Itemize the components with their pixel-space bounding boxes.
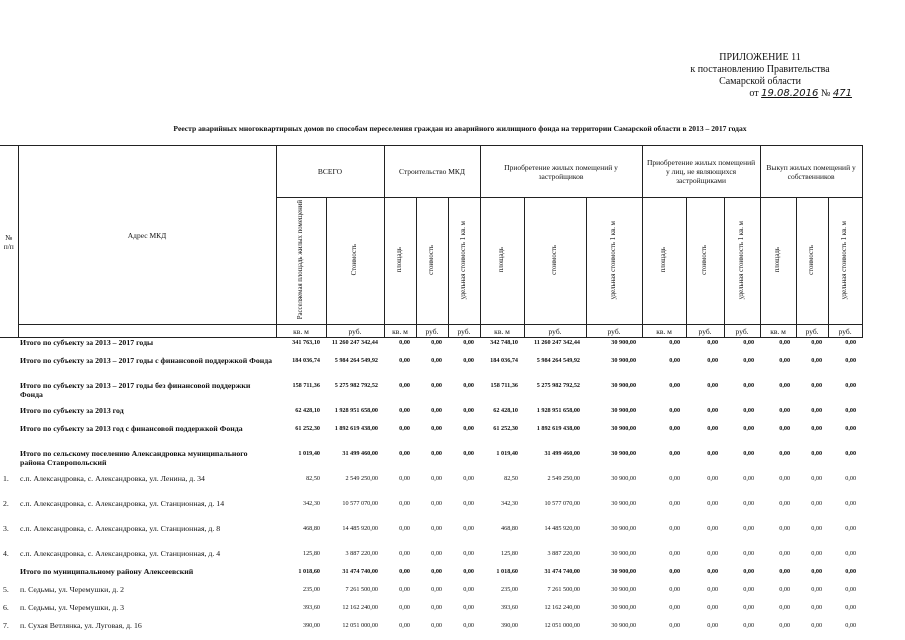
- row-value: 0,00: [845, 525, 857, 532]
- row-value: 0,00: [669, 568, 681, 575]
- row-value: 0,00: [669, 382, 681, 389]
- table-row: [0, 621, 862, 639]
- row-value: 0,00: [811, 450, 823, 457]
- row-value: 0,00: [811, 550, 823, 557]
- row-value: 30 900,00: [611, 407, 637, 414]
- row-address: Итого по субъекту за 2013 год с финансовой поддержкой Фонда: [20, 424, 243, 433]
- row-value: 0,00: [463, 622, 475, 629]
- row-value: 30 900,00: [611, 339, 637, 346]
- row-value: 0,00: [743, 622, 755, 629]
- row-value: 0,00: [431, 339, 442, 346]
- row-value: 0,00: [399, 604, 410, 611]
- row-value: 125,80: [302, 550, 320, 557]
- row-value: 0,00: [845, 568, 857, 575]
- table-row: [0, 585, 862, 603]
- row-value: 5 984 264 549,92: [334, 357, 378, 364]
- row-value: 0,00: [707, 525, 719, 532]
- row-value: 390,00: [302, 622, 320, 629]
- row-index: 1.: [3, 474, 9, 483]
- row-value: 0,00: [399, 586, 410, 593]
- unit-cell: руб.: [586, 325, 642, 338]
- row-value: 62 428,10: [493, 407, 519, 414]
- header-address-spacer: [18, 325, 276, 338]
- row-value: 0,00: [743, 475, 755, 482]
- header-group-total: ВСЕГО: [276, 146, 384, 198]
- row-value: 30 900,00: [611, 586, 637, 593]
- row-value: 30 900,00: [611, 450, 637, 457]
- row-address: Итого по субъекту за 2013 – 2017 годы с финансовой поддержкой Фонда: [20, 356, 273, 365]
- unit-cell: руб.: [828, 325, 862, 338]
- row-value: 30 900,00: [611, 500, 637, 507]
- row-value: 12 162 240,00: [544, 604, 581, 611]
- row-value: 0,00: [669, 550, 681, 557]
- row-value: 0,00: [669, 450, 681, 457]
- row-value: 11 260 247 342,44: [533, 339, 581, 346]
- row-value: 0,00: [463, 450, 475, 457]
- header-num: № п/п: [0, 146, 18, 338]
- row-value: 5 275 982 792,52: [334, 382, 378, 389]
- table-body: [0, 338, 862, 640]
- row-value: 0,00: [399, 525, 410, 532]
- header-buyout-unit: удельная стоимость 1 кв. м: [828, 198, 862, 325]
- row-value: 10 577 070,00: [544, 500, 581, 507]
- header-total-cost: Стоимость: [326, 198, 384, 325]
- row-index: [0, 381, 18, 406]
- row-value: 1 018,60: [496, 568, 519, 575]
- row-value: 0,00: [779, 450, 791, 457]
- row-value: 393,60: [501, 604, 519, 611]
- row-value: 342,30: [302, 500, 320, 507]
- row-value: 0,00: [707, 475, 719, 482]
- unit-cell: кв. м: [760, 325, 796, 338]
- header-constr-unit: удельная стоимость 1 кв. м: [448, 198, 480, 325]
- row-index: 5.: [3, 585, 9, 594]
- row-value: 0,00: [743, 357, 755, 364]
- row-value: 0,00: [811, 500, 823, 507]
- header-dev-unit: удельная стоимость 1 кв. м: [586, 198, 642, 325]
- row-value: 235,00: [302, 586, 320, 593]
- header-constr-cost: стоимость: [416, 198, 448, 325]
- row-value: 0,00: [669, 525, 681, 532]
- row-address: п. Седьмы, ул. Черемушки, д. 3: [20, 603, 125, 612]
- row-value: 0,00: [845, 382, 857, 389]
- row-value: 0,00: [707, 604, 719, 611]
- row-value: 0,00: [399, 450, 410, 457]
- row-index: [0, 449, 18, 474]
- row-value: 30 900,00: [611, 604, 637, 611]
- row-value: 0,00: [399, 500, 410, 507]
- row-value: 0,00: [743, 407, 755, 414]
- row-value: 12 051 000,00: [342, 622, 378, 629]
- header-nondev-unit: удельная стоимость 1 кв. м: [724, 198, 760, 325]
- header-dev-cost: стоимость: [524, 198, 586, 325]
- table-row: [0, 406, 862, 424]
- header-address: Адрес МКД: [18, 146, 276, 325]
- table-row: [0, 474, 862, 499]
- row-value: 61 252,30: [295, 425, 320, 432]
- row-value: 1 892 619 438,00: [334, 425, 378, 432]
- row-index: 6.: [3, 603, 9, 612]
- row-value: 62 428,10: [295, 407, 320, 414]
- row-value: 0,00: [707, 500, 719, 507]
- row-value: 0,00: [669, 357, 681, 364]
- row-value: 14 485 920,00: [342, 525, 378, 532]
- header-total-area: Расселяемая площадь жилых помещений: [276, 198, 326, 325]
- row-value: 0,00: [399, 550, 410, 557]
- unit-cell: кв. м: [642, 325, 686, 338]
- row-address: Итого по субъекту за 2013 – 2017 годы: [20, 338, 154, 347]
- row-value: 10 577 070,00: [342, 500, 378, 507]
- row-value: 30 900,00: [611, 382, 637, 389]
- row-value: 0,00: [463, 550, 475, 557]
- row-value: 30 900,00: [611, 357, 637, 364]
- row-value: 0,00: [431, 604, 442, 611]
- row-value: 0,00: [431, 475, 442, 482]
- row-value: 0,00: [431, 425, 442, 432]
- header-constr-area: площадь: [384, 198, 416, 325]
- header-group-developers: Приобретение жилых помещений у застройщиков: [480, 146, 642, 198]
- row-value: 0,00: [669, 475, 681, 482]
- row-value: 1 019,40: [298, 450, 320, 457]
- row-value: 0,00: [463, 586, 475, 593]
- row-value: 0,00: [431, 550, 442, 557]
- row-value: 0,00: [811, 339, 823, 346]
- row-value: 0,00: [743, 525, 755, 532]
- row-index: [0, 406, 18, 424]
- row-value: 0,00: [779, 568, 791, 575]
- row-index: 7.: [3, 621, 9, 630]
- row-value: 0,00: [779, 425, 791, 432]
- row-value: 0,00: [669, 622, 681, 629]
- header-buyout-area: площадь: [760, 198, 796, 325]
- row-value: 0,00: [707, 550, 719, 557]
- unit-cell: руб.: [796, 325, 828, 338]
- row-value: 0,00: [779, 586, 791, 593]
- table-row: [0, 424, 862, 449]
- row-value: 235,00: [501, 586, 519, 593]
- row-value: 0,00: [811, 586, 823, 593]
- row-value: 0,00: [431, 357, 442, 364]
- header-nondev-cost: стоимость: [686, 198, 724, 325]
- row-value: 0,00: [743, 568, 755, 575]
- row-value: 0,00: [845, 500, 857, 507]
- unit-cell: руб.: [686, 325, 724, 338]
- row-value: 342 748,10: [490, 339, 519, 346]
- row-value: 0,00: [463, 475, 475, 482]
- table-row: [0, 524, 862, 549]
- row-value: 0,00: [743, 500, 755, 507]
- row-index: [0, 338, 18, 357]
- row-value: 0,00: [845, 339, 857, 346]
- header-buyout-cost: стоимость: [796, 198, 828, 325]
- row-value: 0,00: [845, 450, 857, 457]
- row-value: 30 900,00: [611, 475, 637, 482]
- row-address: п. Седьмы, ул. Черемушки, д. 2: [20, 585, 125, 594]
- row-value: 0,00: [845, 604, 857, 611]
- header-group-non-developers: Приобретение жилых помещений у лиц, не являющихся застройщиками: [642, 146, 760, 198]
- row-value: 0,00: [431, 450, 442, 457]
- row-value: 31 474 740,00: [544, 568, 581, 575]
- row-value: 0,00: [845, 357, 857, 364]
- row-value: 0,00: [845, 622, 857, 629]
- row-value: 31 499 460,00: [544, 450, 581, 457]
- table-row: [0, 356, 862, 381]
- table-row: [0, 499, 862, 524]
- row-value: 0,00: [463, 500, 475, 507]
- unit-cell: руб.: [448, 325, 480, 338]
- row-address: Итого по сельскому поселению Александровка муниципального района Ставропольский: [20, 449, 248, 467]
- row-value: 1 928 951 658,00: [334, 407, 378, 414]
- row-value: 0,00: [669, 604, 681, 611]
- table-row: [0, 603, 862, 621]
- row-value: 0,00: [743, 382, 755, 389]
- registry-table: [0, 145, 863, 639]
- row-value: 0,00: [811, 407, 823, 414]
- table-row: [0, 338, 862, 357]
- row-value: 0,00: [463, 407, 475, 414]
- row-value: 82,50: [504, 475, 519, 482]
- row-value: 11 260 247 342,44: [331, 339, 378, 346]
- row-value: 0,00: [811, 357, 823, 364]
- row-value: 0,00: [707, 568, 719, 575]
- row-value: 0,00: [399, 357, 410, 364]
- row-address: п. Сухая Ветлянка, ул. Луговая, д. 16: [20, 621, 142, 630]
- row-index: 4.: [3, 549, 9, 558]
- row-value: 0,00: [707, 450, 719, 457]
- row-address: Итого по субъекту за 2013 – 2017 годы без финансовой поддержки Фонда: [20, 381, 251, 399]
- row-value: 0,00: [845, 407, 857, 414]
- row-value: 0,00: [845, 550, 857, 557]
- row-value: 0,00: [669, 339, 681, 346]
- row-value: 0,00: [811, 568, 823, 575]
- row-index: [0, 356, 18, 381]
- row-address: с.п. Александровка, с. Александровка, ул. Станционная, д. 8: [20, 524, 221, 533]
- row-value: 5 984 264 549,92: [536, 357, 581, 364]
- row-value: 0,00: [707, 339, 719, 346]
- row-value: 0,00: [845, 475, 857, 482]
- row-value: 0,00: [669, 425, 681, 432]
- row-value: 1 018,60: [298, 568, 320, 575]
- row-value: 0,00: [743, 550, 755, 557]
- row-value: 5 275 982 792,52: [536, 382, 581, 389]
- row-index: 3.: [3, 524, 9, 533]
- row-value: 0,00: [811, 622, 823, 629]
- row-value: 82,50: [306, 475, 320, 482]
- row-index: 2.: [3, 499, 9, 508]
- row-value: 0,00: [669, 500, 681, 507]
- appendix-line-2: к постановлению Правительства: [690, 64, 830, 75]
- appendix-date-line: [640, 88, 880, 100]
- row-value: 7 261 500,00: [547, 586, 581, 593]
- row-value: 30 900,00: [611, 425, 637, 432]
- row-value: 0,00: [779, 357, 791, 364]
- row-value: 0,00: [463, 604, 475, 611]
- row-value: 0,00: [399, 622, 410, 629]
- row-value: 0,00: [779, 475, 791, 482]
- row-value: 0,00: [463, 357, 475, 364]
- row-value: 3 887 220,00: [547, 550, 581, 557]
- row-value: 0,00: [399, 568, 410, 575]
- row-value: 0,00: [779, 622, 791, 629]
- row-address: с.п. Александровка, с. Александровка, ул. Станционная, д. 14: [20, 499, 225, 508]
- row-value: 0,00: [811, 525, 823, 532]
- row-value: 2 549 250,00: [547, 475, 581, 482]
- row-value: 0,00: [743, 604, 755, 611]
- unit-cell: руб.: [416, 325, 448, 338]
- row-value: 12 162 240,00: [342, 604, 378, 611]
- row-value: 0,00: [463, 525, 475, 532]
- header-dev-area: площадь: [480, 198, 524, 325]
- row-value: 0,00: [669, 407, 681, 414]
- row-value: 61 252,30: [493, 425, 519, 432]
- row-value: 342,30: [501, 500, 519, 507]
- table-row: [0, 449, 862, 474]
- row-value: 1 892 619 438,00: [536, 425, 581, 432]
- row-value: 0,00: [669, 586, 681, 593]
- row-value: 0,00: [779, 604, 791, 611]
- table-row: [0, 549, 862, 567]
- header-group-buyout: Выкуп жилых помещений у собственников: [760, 146, 862, 198]
- row-value: 30 900,00: [611, 525, 637, 532]
- row-value: 0,00: [399, 382, 410, 389]
- row-value: 0,00: [463, 339, 475, 346]
- row-value: 0,00: [811, 425, 823, 432]
- row-value: 158 711,36: [292, 382, 320, 389]
- row-value: 30 900,00: [611, 622, 637, 629]
- row-value: 0,00: [779, 407, 791, 414]
- row-value: 2 549 250,00: [345, 475, 378, 482]
- row-value: 0,00: [779, 525, 791, 532]
- row-value: 393,60: [302, 604, 320, 611]
- unit-cell: кв. м: [276, 325, 326, 338]
- row-value: 31 474 740,00: [342, 568, 378, 575]
- row-value: 0,00: [431, 568, 442, 575]
- row-value: 0,00: [399, 425, 410, 432]
- unit-cell: руб.: [524, 325, 586, 338]
- row-value: 0,00: [811, 382, 823, 389]
- row-address: с.п. Александровка, с. Александровка, ул. Станционная, д. 4: [20, 549, 221, 558]
- row-value: 0,00: [743, 586, 755, 593]
- row-value: 0,00: [399, 407, 410, 414]
- row-value: 12 051 000,00: [544, 622, 581, 629]
- row-value: 0,00: [431, 382, 442, 389]
- header-nondev-area: площадь: [642, 198, 686, 325]
- table-row: [0, 381, 862, 406]
- unit-cell: руб.: [326, 325, 384, 338]
- row-address: с.п. Александровка, с. Александровка, ул. Ленина, д. 34: [20, 474, 205, 483]
- row-value: 0,00: [399, 339, 410, 346]
- header-group-construction: Строительство МКД: [384, 146, 480, 198]
- date-value: 19.08.2016: [761, 88, 819, 99]
- row-value: 0,00: [779, 339, 791, 346]
- row-value: 0,00: [431, 407, 442, 414]
- row-value: 0,00: [707, 425, 719, 432]
- row-value: 0,00: [779, 500, 791, 507]
- appendix-block: [640, 52, 880, 100]
- row-value: 0,00: [431, 622, 442, 629]
- row-value: 0,00: [707, 357, 719, 364]
- row-value: 0,00: [811, 475, 823, 482]
- row-address: Итого по субъекту за 2013 год: [20, 406, 124, 415]
- row-value: 390,00: [501, 622, 519, 629]
- appendix-line-3: Самарской области: [719, 76, 801, 87]
- row-value: 125,80: [501, 550, 519, 557]
- table-row: [0, 567, 862, 585]
- row-value: 0,00: [811, 604, 823, 611]
- document-title: Реестр аварийных многоквартирных домов по способам переселения граждан из аварийного жилищного фонда на территории Самарской области в 2013 – 2017 годах: [173, 124, 747, 133]
- number-prefix: №: [820, 88, 831, 99]
- row-value: 0,00: [845, 586, 857, 593]
- row-value: 1 928 951 658,00: [536, 407, 581, 414]
- row-value: 0,00: [707, 382, 719, 389]
- number-value: 471: [832, 88, 852, 99]
- row-value: 30 900,00: [611, 550, 637, 557]
- row-value: 0,00: [431, 525, 442, 532]
- row-value: 0,00: [399, 475, 410, 482]
- row-value: 468,80: [302, 525, 320, 532]
- row-value: 0,00: [743, 339, 755, 346]
- row-value: 0,00: [779, 382, 791, 389]
- row-value: 0,00: [845, 425, 857, 432]
- row-value: 0,00: [743, 450, 755, 457]
- row-value: 3 887 220,00: [345, 550, 378, 557]
- row-value: 30 900,00: [611, 568, 637, 575]
- row-value: 31 499 460,00: [342, 450, 378, 457]
- row-value: 0,00: [743, 425, 755, 432]
- unit-cell: кв. м: [384, 325, 416, 338]
- appendix-title: ПРИЛОЖЕНИЕ 11: [719, 52, 801, 63]
- row-value: 184 036,74: [490, 357, 519, 364]
- row-value: 0,00: [431, 500, 442, 507]
- row-value: 0,00: [707, 622, 719, 629]
- unit-cell: кв. м: [480, 325, 524, 338]
- row-value: 158 711,36: [490, 382, 519, 389]
- date-prefix: от: [749, 88, 759, 99]
- row-value: 341 763,10: [292, 339, 320, 346]
- row-value: 1 019,40: [496, 450, 519, 457]
- unit-cell: руб.: [724, 325, 760, 338]
- row-index: [0, 424, 18, 449]
- row-value: 0,00: [707, 586, 719, 593]
- row-value: 0,00: [779, 550, 791, 557]
- row-value: 0,00: [463, 425, 475, 432]
- row-value: 7 261 500,00: [345, 586, 378, 593]
- row-address: Итого по муниципальному району Алексеевский: [20, 567, 194, 576]
- row-value: 184 036,74: [292, 357, 320, 364]
- row-value: 14 485 920,00: [544, 525, 581, 532]
- row-value: 0,00: [463, 382, 475, 389]
- row-value: 0,00: [707, 407, 719, 414]
- row-value: 0,00: [463, 568, 475, 575]
- row-index: [0, 567, 18, 585]
- row-value: 0,00: [431, 586, 442, 593]
- row-value: 468,80: [501, 525, 519, 532]
